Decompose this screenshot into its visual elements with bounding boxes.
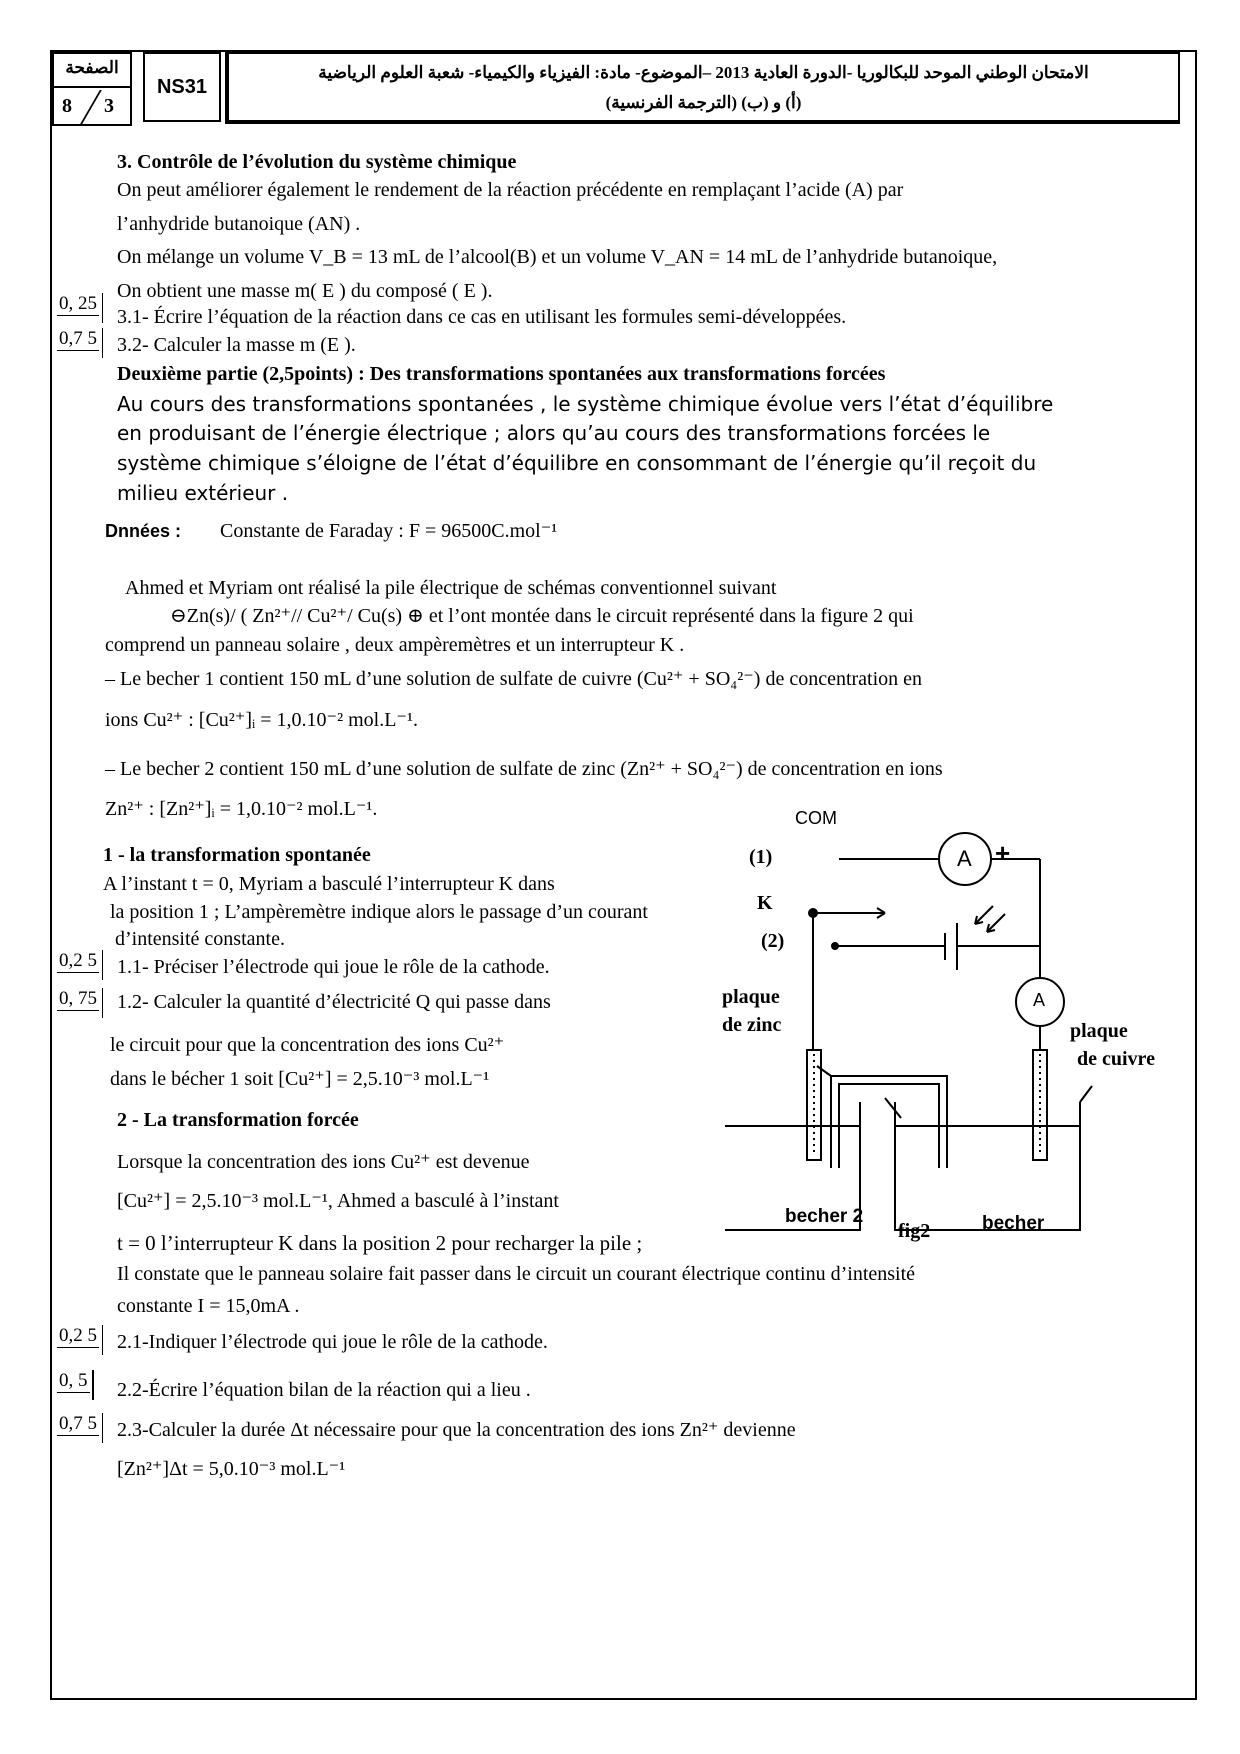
forced-title: 2 - La transformation forcée	[117, 1109, 359, 1131]
part2-intro4: milieu extérieur .	[117, 481, 289, 505]
page-label: الصفحة	[65, 58, 119, 77]
pile-line2: ⊖Zn(s)/ ( Zn²⁺// Cu²⁺/ Cu(s) ⊕ et l’ont montée dans le circuit représenté dans la figure 2 qui	[170, 605, 914, 627]
label-zinc-2: de zinc	[722, 1014, 782, 1036]
section3-p2: l’anhydride butanoique (AN) .	[117, 213, 361, 235]
mark-2-1-value: 0,2 5	[59, 1325, 97, 1346]
mark-3-2-value: 0,7 5	[59, 328, 97, 349]
becher1-line2: ions Cu²⁺ : [Cu²⁺]ᵢ = 1,0.10⁻² mol.L⁻¹.	[105, 709, 418, 731]
part2-intro3: système chimique s’éloigne de l’état d’équilibre en consommant de l’énergie qu’il reçoit du	[117, 451, 1037, 475]
page-number-box	[52, 52, 132, 126]
mark-3-2	[57, 328, 99, 351]
label-fig2: fig2	[898, 1220, 931, 1242]
mark-2-1	[57, 1325, 99, 1348]
spontaneous-l1: A l’instant t = 0, Myriam a basculé l’interrupteur K dans	[103, 873, 555, 895]
label-becher-2: becher 2	[785, 1206, 864, 1227]
mark-2-3-value: 0,7 5	[59, 1413, 97, 1434]
mark-2-3	[57, 1413, 99, 1436]
label-plus: +	[995, 838, 1011, 868]
salt-bridge-outer	[831, 1076, 947, 1168]
figure-2-circuit	[722, 808, 1195, 1238]
forced-l5: constante I = 15,0mA .	[117, 1295, 300, 1317]
forced-l4: Il constate que le panneau solaire fait passer dans le circuit un courant électrique continu d’intensité	[117, 1263, 916, 1285]
data-label: Dnnées :	[105, 521, 182, 541]
page-current: 3	[104, 95, 114, 117]
mark-1-1-value: 0,2 5	[59, 950, 97, 971]
faraday-constant: Constante de Faraday : F = 96500C.mol⁻¹	[220, 520, 558, 542]
pile-line3: comprend un panneau solaire , deux ampèremètres et un interrupteur K .	[105, 634, 685, 656]
label-cuivre-2: de cuivre	[1077, 1048, 1155, 1070]
page-numbers	[54, 86, 130, 124]
becher2-line1: – Le becher 2 contient 150 mL d’une solution de sulfate de zinc (Zn²⁺ + SO₄²⁻) de concentration en ions	[105, 758, 943, 780]
section3-p3: On mélange un volume V_B = 13 mL de l’alcool(B) et un volume V_AN = 14 mL de l’anhydride butanoique,	[117, 246, 998, 268]
exam-title	[225, 52, 1180, 124]
part2-intro1: Au cours des transformations spontanées , le système chimique évolue vers l’état d’équilibre	[117, 392, 1054, 416]
mark-3-1-value: 0, 25	[59, 293, 97, 314]
forced-l2: [Cu²⁺] = 2,5.10⁻³ mol.L⁻¹, Ahmed a basculé à l’instant	[117, 1190, 559, 1212]
spontaneous-l2: la position 1 ; L’ampèremètre indique alors le passage d’un courant	[110, 901, 648, 923]
question-2-3: 2.3-Calculer la durée Δt nécessaire pour que la concentration des ions Zn²⁺ devienne	[117, 1419, 796, 1441]
spontaneous-l5: dans le bécher 1 soit [Cu²⁺] = 2,5.10⁻³ mol.L⁻¹	[110, 1068, 490, 1090]
becher2-line2: Zn²⁺ : [Zn²⁺]ᵢ = 1,0.10⁻² mol.L⁻¹.	[105, 798, 378, 820]
section3-p1: On peut améliorer également le rendement de la réaction précédente en remplaçant l’acide (A) par	[117, 179, 904, 201]
page-slash	[80, 90, 102, 124]
question-3-1: 3.1- Écrire l’équation de la réaction dans ce cas en utilisant les formules semi-développées.	[117, 306, 847, 328]
question-2-1: 2.1-Indiquer l’électrode qui joue le rôle de la cathode.	[117, 1331, 548, 1353]
exam-title-line1: الامتحان الوطني الموحد للبكالوريا -الدورة العادية 2013 –الموضوع- مادة: الفيزياء والكيمياء- شعبة العلوم الرياضية	[318, 63, 1089, 82]
spontaneous-l3: d’intensité constante.	[115, 928, 285, 950]
becher-1	[895, 1102, 1080, 1230]
section3-title: 3. Contrôle de l’évolution du système chimique	[117, 151, 517, 173]
question-3-2: 3.2- Calculer la masse m (E ).	[117, 334, 356, 356]
becher1-line1: – Le becher 1 contient 150 mL d’une solution de sulfate de cuivre (Cu²⁺ + SO₄²⁻) de concentration en	[105, 668, 923, 690]
mark-2-2-value: 0, 5	[59, 1370, 88, 1391]
section3-p4: On obtient une masse m( E ) du composé ( E ).	[117, 280, 493, 302]
mark-1-2-value: 0, 75	[59, 988, 97, 1009]
forced-l6: [Zn²⁺]Δt = 5,0.10⁻³ mol.L⁻¹	[117, 1458, 346, 1480]
spontaneous-title: 1 - la transformation spontanée	[103, 844, 371, 866]
exam-code: NS31	[143, 52, 221, 122]
mark-2-2	[57, 1370, 90, 1393]
question-1-2: 1.2- Calculer la quantité d’électricité Q qui passe dans	[117, 991, 551, 1013]
exam-title-line2: (أ) و (ب) (الترجمة الفرنسية)	[605, 93, 802, 112]
question-1-1: 1.1- Préciser l’électrode qui joue le rôle de la cathode.	[117, 956, 550, 978]
mark-1-2	[57, 988, 99, 1011]
part2-title: Deuxième partie (2,5points) : Des transformations spontanées aux transformations forcées	[117, 363, 886, 385]
label-position-2: (2)	[761, 930, 785, 952]
forced-l1: Lorsque la concentration des ions Cu²⁺ est devenue	[117, 1151, 530, 1173]
label-switch-k: K	[757, 892, 773, 914]
label-becher-1: becher	[982, 1213, 1045, 1234]
label-ammeter-2: A	[1033, 990, 1046, 1010]
question-2-2: 2.2-Écrire l’équation bilan de la réaction qui a lieu .	[117, 1379, 531, 1401]
mark-1-1	[57, 950, 99, 973]
part2-intro2: en produisant de l’énergie électrique ; alors qu’au cours des transformations forcées le	[117, 421, 991, 445]
spontaneous-l4: le circuit pour que la concentration des ions Cu²⁺	[110, 1034, 505, 1056]
label-com: COM	[795, 808, 837, 828]
label-position-1: (1)	[749, 846, 773, 868]
pile-line1: Ahmed et Myriam ont réalisé la pile électrique de schémas conventionnel suivant	[125, 577, 777, 599]
label-zinc-1: plaque	[722, 986, 780, 1008]
forced-l3: t = 0 l’interrupteur K dans la position 2 pour recharger la pile ;	[117, 1231, 643, 1255]
mark-3-1	[57, 293, 99, 316]
page-total: 8	[62, 95, 72, 117]
label-ammeter-1: A	[957, 846, 972, 871]
label-cuivre-1: plaque	[1070, 1020, 1128, 1042]
